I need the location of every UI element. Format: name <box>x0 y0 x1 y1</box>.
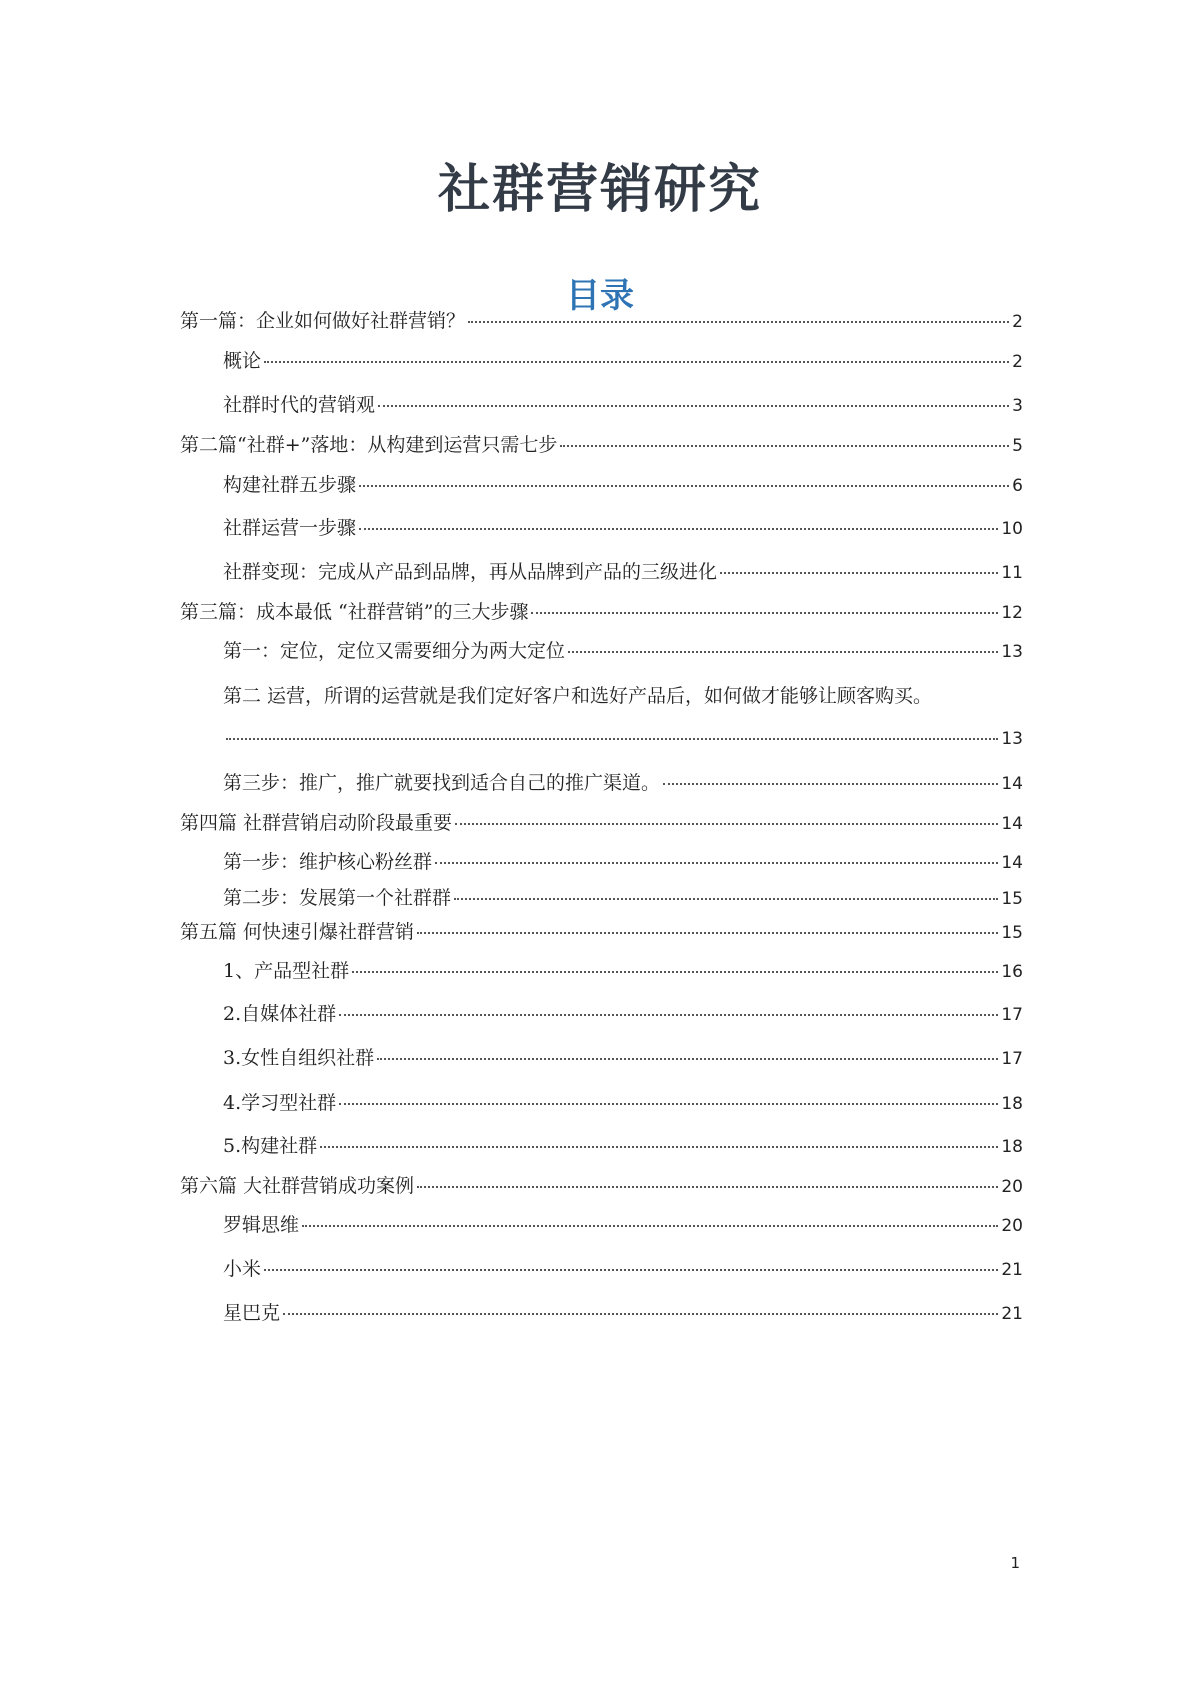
toc-entry-text: 构建社群五步骤 <box>223 474 357 496</box>
toc-leader-dots <box>339 1103 998 1105</box>
toc-entry-marketing-view[interactable] <box>223 392 1023 419</box>
toc-entry-first-group[interactable] <box>223 885 1023 912</box>
toc-leader-dots <box>468 321 1009 323</box>
toc-entry-text: 第一步：维护核心粉丝群 <box>223 851 433 873</box>
toc-page-number: 3 <box>1012 396 1023 416</box>
toc-entry-monetization[interactable] <box>223 559 1023 586</box>
toc-entry-text: 1、产品型社群 <box>223 960 350 982</box>
toc-leader-dots <box>568 651 998 653</box>
toc-page-number: 17 <box>1001 1005 1023 1025</box>
toc-page-number: 21 <box>1001 1260 1023 1280</box>
toc-leader-dots <box>339 1014 998 1016</box>
toc-entry-text: 2.自媒体社群 <box>223 1003 337 1025</box>
toc-page-number: 14 <box>1001 814 1023 834</box>
toc-entry-operation-text[interactable]: 第二 运营，所谓的运营就是我们定好客户和选好产品后，如何做才能够让顾客购买。 <box>223 685 933 707</box>
toc-page-number: 14 <box>1001 853 1023 873</box>
toc-entry-text: 概论 <box>223 350 262 372</box>
toc-page-number: 15 <box>1001 923 1023 943</box>
toc-entry-text: 第一篇：企业如何做好社群营销？ <box>180 310 466 332</box>
toc-leader-dots <box>454 898 998 900</box>
toc-entry-text: 第四篇 社群营销启动阶段最重要 <box>180 812 453 834</box>
toc-leader-dots <box>663 783 998 785</box>
toc-entry-text: 第二篇“社群+”落地：从构建到运营只需七步 <box>180 434 558 456</box>
toc-entry-operate-one-step[interactable] <box>223 515 1023 542</box>
toc-entry-part-4[interactable] <box>180 810 1023 837</box>
toc-leader-dots <box>435 862 998 864</box>
toc-entry-part-6[interactable] <box>180 1173 1023 1200</box>
toc-leader-dots <box>359 485 1009 487</box>
toc-entry-luoji-siwei[interactable] <box>223 1212 1023 1239</box>
toc-page-number: 15 <box>1001 889 1023 909</box>
toc-page-number: 20 <box>1001 1177 1023 1197</box>
toc-page-number: 17 <box>1001 1049 1023 1069</box>
toc-leader-dots <box>283 1313 998 1315</box>
toc-entry-text: 小米 <box>223 1258 262 1280</box>
toc-page-number: 5 <box>1012 436 1023 456</box>
toc-page-number: 14 <box>1001 774 1023 794</box>
toc-entry-media-community[interactable] <box>223 1001 1023 1028</box>
toc-entry-part-5[interactable] <box>180 919 1023 946</box>
toc-page-number: 13 <box>1001 642 1023 662</box>
toc-page-number: 16 <box>1001 962 1023 982</box>
toc-page-number: 21 <box>1001 1304 1023 1324</box>
document-title: 社群营销研究 <box>437 160 762 220</box>
toc-entry-part-3[interactable] <box>180 599 1023 626</box>
toc-page-number: 13 <box>1001 729 1023 749</box>
toc-page-number: 2 <box>1012 352 1023 372</box>
toc-page-number: 12 <box>1001 603 1023 623</box>
toc-entry-starbucks[interactable] <box>223 1300 1023 1327</box>
toc-leader-dots <box>378 405 1009 407</box>
toc-leader-dots <box>417 932 998 934</box>
toc-page-number: 18 <box>1001 1137 1023 1157</box>
toc-leader-dots <box>264 1269 998 1271</box>
toc-page-number: 6 <box>1012 476 1023 496</box>
toc-entry-text: 4.学习型社群 <box>223 1092 337 1114</box>
toc-entry-part-1[interactable] <box>180 308 1023 335</box>
toc-entry-xiaomi[interactable] <box>223 1256 1023 1283</box>
toc-leader-dots <box>531 612 998 614</box>
toc-entry-operation-page-line[interactable] <box>223 726 1023 752</box>
toc-entry-build-community[interactable] <box>223 1133 1023 1160</box>
toc-entry-text: 社群时代的营销观 <box>223 394 376 416</box>
toc-entry-promotion[interactable] <box>223 770 1023 797</box>
toc-leader-dots <box>417 1186 998 1188</box>
toc-entry-overview[interactable] <box>223 348 1023 375</box>
toc-entry-text: 社群运营一步骤 <box>223 517 357 539</box>
toc-entry-text: 星巴克 <box>223 1302 281 1324</box>
toc-leader-dots <box>377 1058 998 1060</box>
toc-entry-positioning[interactable] <box>223 638 1023 665</box>
toc-entry-core-fans[interactable] <box>223 849 1023 876</box>
toc-entry-product-community[interactable] <box>223 958 1023 985</box>
toc-entry-text: 5.构建社群 <box>223 1135 318 1157</box>
page-number: 1 <box>1010 1554 1020 1572</box>
toc-entry-text: 第六篇 大社群营销成功案例 <box>180 1175 415 1197</box>
toc-leader-dots <box>302 1225 998 1227</box>
toc-entry-text: 3.女性自组织社群 <box>223 1047 375 1069</box>
toc-leader-dots <box>352 971 998 973</box>
toc-leader-dots <box>226 738 998 740</box>
toc-entry-text: 社群变现：完成从产品到品牌，再从品牌到产品的三级进化 <box>223 561 718 583</box>
toc-page-number: 20 <box>1001 1216 1023 1236</box>
toc-leader-dots <box>720 572 998 574</box>
toc-page-number: 10 <box>1001 519 1023 539</box>
toc-entry-text: 第五篇 何快速引爆社群营销 <box>180 921 415 943</box>
toc-entry-text: 罗辑思维 <box>223 1214 300 1236</box>
toc-leader-dots <box>359 528 998 530</box>
toc-page-number: 18 <box>1001 1094 1023 1114</box>
toc-leader-dots <box>320 1146 998 1148</box>
toc-entry-text: 第一：定位，定位又需要细分为两大定位 <box>223 640 566 662</box>
toc-entry-text: 第三篇：成本最低 “社群营销”的三大步骤 <box>180 601 529 623</box>
toc-leader-dots <box>264 361 1009 363</box>
toc-leader-dots <box>560 445 1009 447</box>
toc-page-number: 2 <box>1012 312 1023 332</box>
toc-entry-learning-community[interactable] <box>223 1090 1023 1117</box>
toc-entry-part-2[interactable] <box>180 432 1023 459</box>
toc-entry-text: 第二步：发展第一个社群群 <box>223 887 452 909</box>
toc-entry-build-five-steps[interactable] <box>223 472 1023 499</box>
toc-heading: 目录 <box>566 276 634 316</box>
toc-page-number: 11 <box>1001 563 1023 583</box>
toc-leader-dots <box>455 823 998 825</box>
toc-entry-women-community[interactable] <box>223 1045 1023 1072</box>
toc-entry-text: 第三步：推广，推广就要找到适合自己的推广渠道。 <box>223 772 661 794</box>
